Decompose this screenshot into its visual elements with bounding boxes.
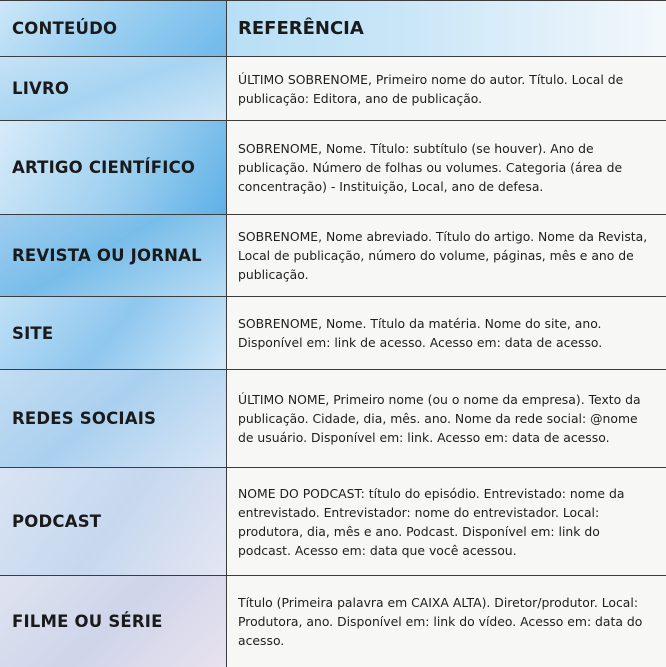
row-reference-filme: Título (Primeira palavra em CAIXA ALTA). Diretor/produtor. Local: Produtora, ano. Disponível em: link do vídeo. Acesso em: data do acesso.: [227, 576, 666, 667]
row-content-filme: FILME OU SÉRIE: [0, 576, 227, 667]
row-reference-redes: ÚLTIMO NOME, Primeiro nome (ou o nome da empresa). Texto da publicação. Cidade, dia, mês. ano. Nome da rede social: @nome de usuário. Disponível em: link. Acesso em: data de acesso.: [227, 370, 666, 468]
row-reference-site: SOBRENOME, Nome. Título da matéria. Nome do site, ano. Disponível em: link de acesso. Acesso em: data de acesso.: [227, 297, 666, 370]
row-content-revista: REVISTA OU JORNAL: [0, 215, 227, 297]
row-content-artigo: ARTIGO CIENTÍFICO: [0, 121, 227, 215]
row-content-podcast: PODCAST: [0, 468, 227, 576]
row-content-site: SITE: [0, 297, 227, 370]
row-reference-podcast: NOME DO PODCAST: título do episódio. Entrevistado: nome da entrevistado. Entrevistador: nome do entrevistador. Local: produtora, dia, mês e ano. Podcast. Disponível em: link do podcast. Acesso em: data que você acessou.: [227, 468, 666, 576]
row-content-livro: LIVRO: [0, 57, 227, 121]
row-reference-revista: SOBRENOME, Nome abreviado. Título do artigo. Nome da Revista, Local de publicação, número do volume, páginas, mês e ano de publicação.: [227, 215, 666, 297]
header-reference: REFERÊNCIA: [227, 1, 666, 57]
row-reference-artigo: SOBRENOME, Nome. Título: subtítulo (se houver). Ano de publicação. Número de folhas ou volumes. Categoria (área de concentração) - Instituição, Local, ano de defesa.: [227, 121, 666, 215]
row-content-redes: REDES SOCIAIS: [0, 370, 227, 468]
header-content: CONTEÚDO: [0, 1, 227, 57]
row-reference-livro: ÚLTIMO SOBRENOME, Primeiro nome do autor. Título. Local de publicação: Editora, ano de publicação.: [227, 57, 666, 121]
